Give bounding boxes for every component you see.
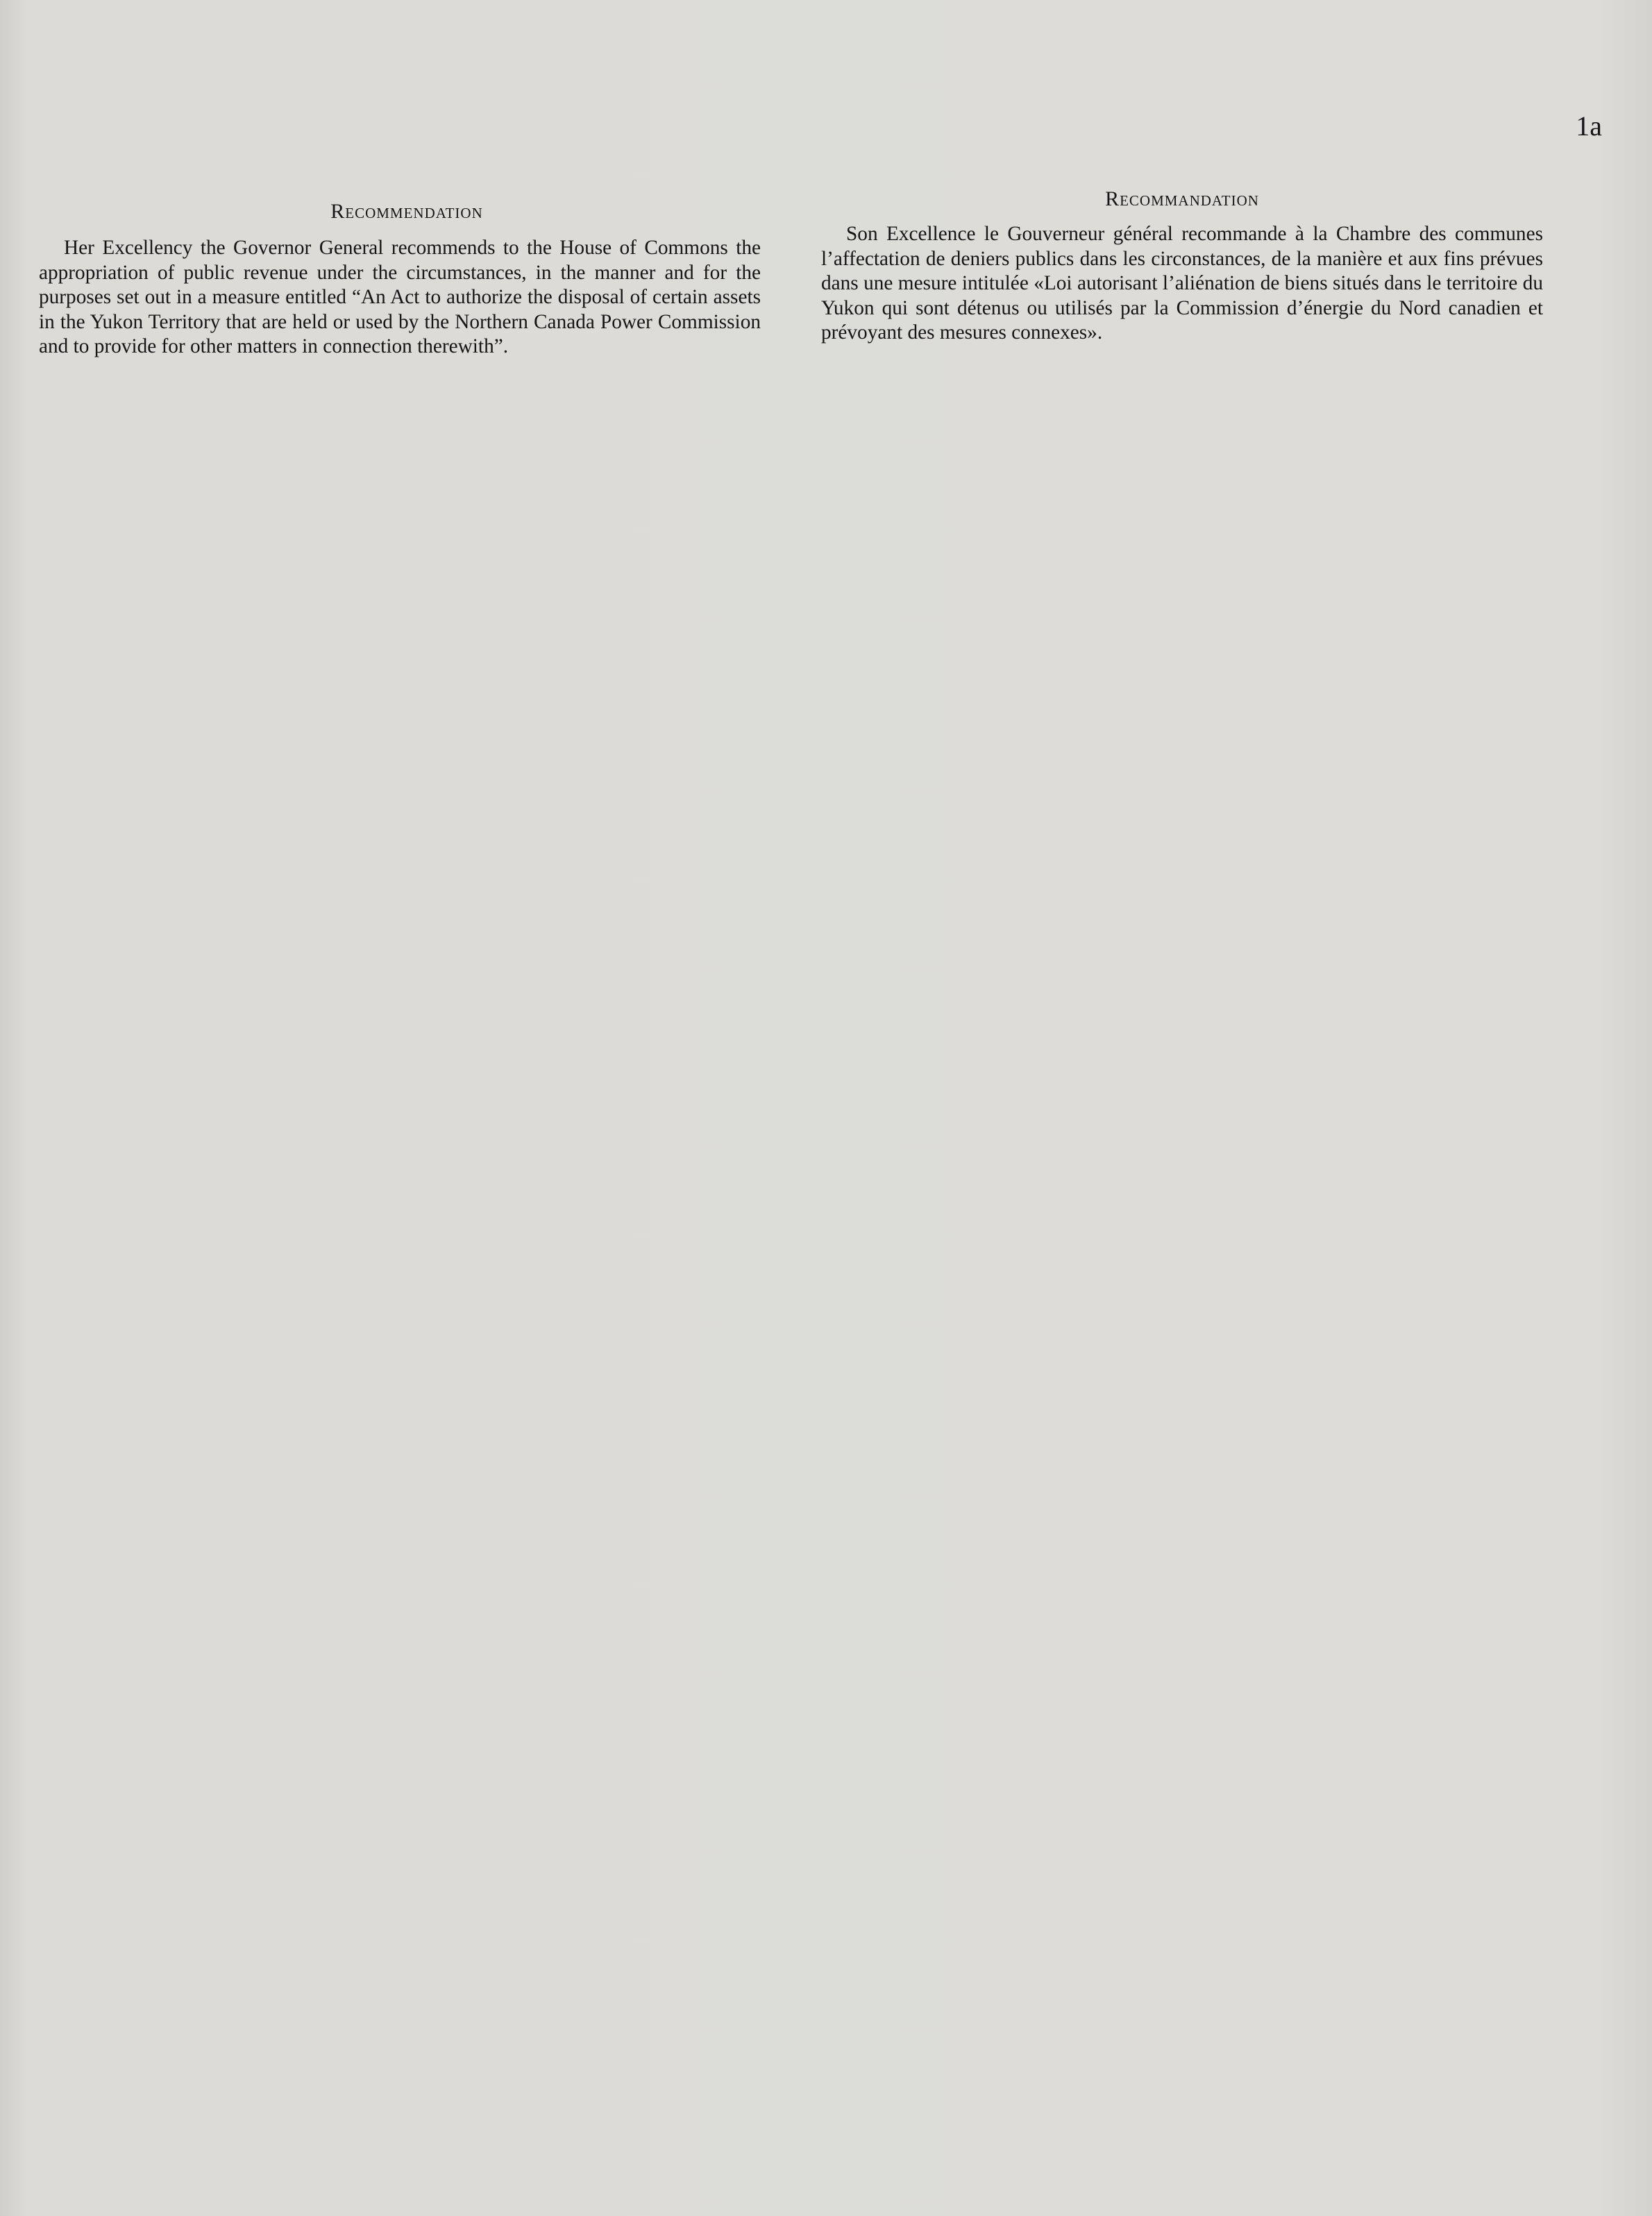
english-body: Her Excellency the Governor General recommends to the House of Commons the appropriation of public revenue under the circumstances, in the manner and for the purposes set out in a measure entitled “An Act to authorize the disposal of certain assets in the Yukon Territory that are held or used by the Northern Canada Power Commission and to provide for other matters in connection therewith”. bbox=[39, 237, 761, 358]
bleed-through bbox=[208, 416, 1458, 1943]
english-heading: Recommendation bbox=[330, 200, 483, 223]
french-body: Son Excellence le Gouverneur général recommande à la Chambre des communes l’affectation de deniers publics dans les circonstances, de la manière et aux fins prévues dans une mesure intitulée «Loi autorisant l’aliénation de biens situés dans le territoire du Yukon qui sont détenus ou utilisés par la Commission d’énergie du Nord canadien et prévoyant des mesures connexes». bbox=[821, 223, 1543, 344]
page-number: 1a bbox=[1576, 110, 1602, 142]
english-recommendation bbox=[39, 200, 761, 360]
french-recommendation bbox=[821, 187, 1543, 346]
french-heading: Recommandation bbox=[1105, 187, 1259, 210]
